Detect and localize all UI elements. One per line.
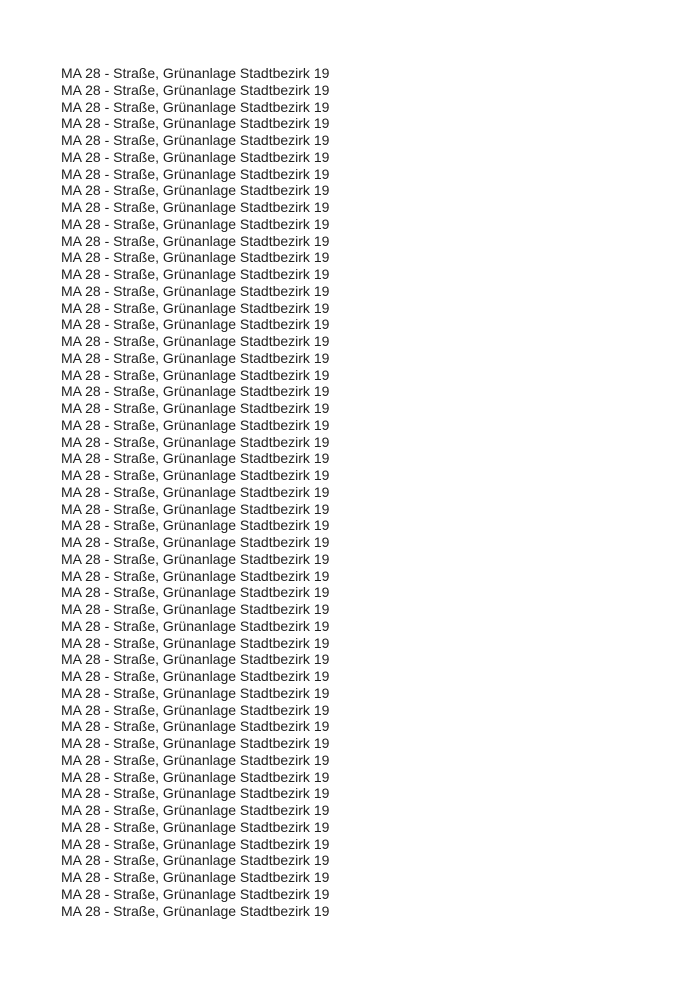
district-cell: Stadtbezirk 19: [239, 684, 330, 701]
department-cell: MA 28 - Straße, Grünanlage: [61, 684, 237, 701]
district-cell: Stadtbezirk 19: [239, 333, 330, 349]
department-cell: MA 28 - Straße, Grünanlage: [61, 467, 237, 483]
department-cell: MA 28 - Straße, Grünanlage: [61, 433, 237, 450]
district-cell: Stadtbezirk 19: [239, 182, 330, 199]
table-row: [61, 517, 329, 534]
table-row: [61, 484, 329, 501]
table-row: [61, 316, 329, 333]
district-cell: Stadtbezirk 19: [239, 366, 330, 383]
district-cell: Stadtbezirk 19: [239, 567, 330, 584]
department-cell: MA 28 - Straße, Grünanlage: [61, 182, 237, 199]
department-cell: MA 28 - Straße, Grünanlage: [61, 81, 237, 98]
district-cell: Stadtbezirk 19: [239, 768, 330, 785]
table-row: [61, 886, 329, 903]
department-cell: MA 28 - Straße, Grünanlage: [61, 902, 237, 919]
table-row: [61, 216, 329, 233]
department-cell: MA 28 - Straße, Grünanlage: [61, 601, 237, 617]
district-cell: Stadtbezirk 19: [239, 249, 330, 266]
department-cell: MA 28 - Straße, Grünanlage: [61, 634, 237, 651]
department-cell: MA 28 - Straße, Grünanlage: [61, 567, 237, 584]
table-row: [61, 132, 329, 149]
department-cell: MA 28 - Straße, Grünanlage: [61, 668, 237, 684]
department-cell: MA 28 - Straße, Grünanlage: [61, 517, 237, 534]
table-row: [61, 718, 329, 735]
district-cell: Stadtbezirk 19: [239, 266, 330, 282]
district-cell: Stadtbezirk 19: [239, 165, 330, 182]
table-row: [61, 65, 329, 82]
table-row: [61, 149, 329, 166]
district-cell: Stadtbezirk 19: [239, 668, 330, 684]
department-cell: MA 28 - Straße, Grünanlage: [61, 818, 237, 835]
district-cell: Stadtbezirk 19: [239, 115, 330, 132]
table-row: [61, 903, 329, 920]
table-row: [61, 785, 329, 802]
department-cell: MA 28 - Straße, Grünanlage: [61, 232, 237, 249]
table-row: [61, 283, 329, 300]
table-row: [61, 115, 329, 132]
table-row: [61, 333, 329, 350]
table-row: [61, 836, 329, 853]
district-cell: Stadtbezirk 19: [239, 718, 330, 735]
department-cell: MA 28 - Straße, Grünanlage: [61, 534, 237, 550]
district-cell: Stadtbezirk 19: [239, 802, 330, 818]
table-row: [61, 618, 329, 635]
department-cell: MA 28 - Straße, Grünanlage: [61, 785, 237, 802]
district-cell: Stadtbezirk 19: [239, 416, 330, 433]
department-cell: MA 28 - Straße, Grünanlage: [61, 852, 237, 869]
district-cell: Stadtbezirk 19: [239, 132, 330, 148]
department-cell: MA 28 - Straße, Grünanlage: [61, 132, 237, 148]
district-cell: Stadtbezirk 19: [239, 550, 330, 567]
table-row: [61, 82, 329, 99]
table-row: [61, 501, 329, 518]
department-cell: MA 28 - Straße, Grünanlage: [61, 802, 237, 818]
district-cell: Stadtbezirk 19: [239, 751, 330, 768]
district-cell: Stadtbezirk 19: [239, 349, 330, 366]
district-cell: Stadtbezirk 19: [239, 65, 330, 81]
district-cell: Stadtbezirk 19: [239, 215, 330, 232]
department-cell: MA 28 - Straße, Grünanlage: [61, 282, 237, 299]
table-row: [61, 568, 329, 585]
table-row: [61, 651, 329, 668]
district-cell: Stadtbezirk 19: [239, 852, 330, 869]
department-cell: MA 28 - Straße, Grünanlage: [61, 416, 237, 433]
table-row: [61, 551, 329, 568]
district-cell: Stadtbezirk 19: [239, 98, 330, 115]
district-cell: Stadtbezirk 19: [239, 735, 330, 751]
district-cell: Stadtbezirk 19: [239, 651, 330, 668]
district-cell: Stadtbezirk 19: [239, 467, 330, 483]
district-cell: Stadtbezirk 19: [239, 282, 330, 299]
department-cell: MA 28 - Straße, Grünanlage: [61, 400, 237, 416]
district-cell: Stadtbezirk 19: [239, 885, 330, 902]
district-cell: Stadtbezirk 19: [239, 517, 330, 534]
department-cell: MA 28 - Straße, Grünanlage: [61, 450, 237, 467]
district-cell: Stadtbezirk 19: [239, 199, 330, 215]
district-cell: Stadtbezirk 19: [239, 81, 330, 98]
district-cell: Stadtbezirk 19: [239, 617, 330, 634]
department-cell: MA 28 - Straße, Grünanlage: [61, 869, 237, 885]
district-cell: Stadtbezirk 19: [239, 450, 330, 467]
department-cell: MA 28 - Straße, Grünanlage: [61, 349, 237, 366]
district-cell: Stadtbezirk 19: [239, 500, 330, 517]
department-cell: MA 28 - Straße, Grünanlage: [61, 751, 237, 768]
department-cell: MA 28 - Straße, Grünanlage: [61, 215, 237, 232]
department-cell: MA 28 - Straße, Grünanlage: [61, 299, 237, 316]
department-cell: MA 28 - Straße, Grünanlage: [61, 718, 237, 735]
district-cell: Stadtbezirk 19: [239, 400, 330, 416]
department-cell: MA 28 - Straße, Grünanlage: [61, 383, 237, 400]
department-cell: MA 28 - Straße, Grünanlage: [61, 165, 237, 182]
department-cell: MA 28 - Straße, Grünanlage: [61, 500, 237, 517]
district-cell: Stadtbezirk 19: [239, 869, 330, 885]
department-cell: MA 28 - Straße, Grünanlage: [61, 199, 237, 215]
department-cell: MA 28 - Straße, Grünanlage: [61, 148, 237, 165]
table-row: [61, 735, 329, 752]
district-cell: Stadtbezirk 19: [239, 584, 330, 601]
table-row: [61, 685, 329, 702]
table-row: [61, 350, 329, 367]
table-row: [61, 467, 329, 484]
table-row: [61, 166, 329, 183]
district-cell: Stadtbezirk 19: [239, 634, 330, 651]
table-row: [61, 534, 329, 551]
table-row: [61, 635, 329, 652]
district-cell: Stadtbezirk 19: [239, 902, 330, 919]
district-cell: Stadtbezirk 19: [239, 701, 330, 718]
department-cell: MA 28 - Straße, Grünanlage: [61, 249, 237, 266]
table-row: [61, 450, 329, 467]
department-cell: MA 28 - Straße, Grünanlage: [61, 735, 237, 751]
department-cell: MA 28 - Straße, Grünanlage: [61, 701, 237, 718]
table-row: [61, 434, 329, 451]
district-cell: Stadtbezirk 19: [239, 601, 330, 617]
department-cell: MA 28 - Straße, Grünanlage: [61, 885, 237, 902]
department-cell: MA 28 - Straße, Grünanlage: [61, 98, 237, 115]
department-cell: MA 28 - Straße, Grünanlage: [61, 115, 237, 132]
department-cell: MA 28 - Straße, Grünanlage: [61, 550, 237, 567]
department-cell: MA 28 - Straße, Grünanlage: [61, 366, 237, 383]
table-row: [61, 367, 329, 384]
table-row: [61, 769, 329, 786]
table-row: [61, 601, 329, 618]
department-cell: MA 28 - Straße, Grünanlage: [61, 483, 237, 500]
table-row: [61, 199, 329, 216]
district-cell: Stadtbezirk 19: [239, 818, 330, 835]
table-row: [61, 417, 329, 434]
district-cell: Stadtbezirk 19: [239, 483, 330, 500]
district-cell: Stadtbezirk 19: [239, 534, 330, 550]
table-row: [61, 668, 329, 685]
district-cell: Stadtbezirk 19: [239, 835, 330, 852]
table-row: [61, 300, 329, 317]
table-row: [61, 182, 329, 199]
table-row: [61, 400, 329, 417]
department-cell: MA 28 - Straße, Grünanlage: [61, 651, 237, 668]
district-cell: Stadtbezirk 19: [239, 148, 330, 165]
table-row: [61, 869, 329, 886]
department-cell: MA 28 - Straße, Grünanlage: [61, 316, 237, 333]
department-cell: MA 28 - Straße, Grünanlage: [61, 835, 237, 852]
district-cell: Stadtbezirk 19: [239, 785, 330, 802]
table-row: [61, 752, 329, 769]
table-row: [61, 233, 329, 250]
table-row: [61, 99, 329, 116]
table-row: [61, 802, 329, 819]
district-cell: Stadtbezirk 19: [239, 232, 330, 249]
ma28-district-list: [61, 65, 329, 919]
department-cell: MA 28 - Straße, Grünanlage: [61, 617, 237, 634]
department-cell: MA 28 - Straße, Grünanlage: [61, 584, 237, 601]
department-cell: MA 28 - Straße, Grünanlage: [61, 333, 237, 349]
district-cell: Stadtbezirk 19: [239, 299, 330, 316]
table-row: [61, 584, 329, 601]
department-cell: MA 28 - Straße, Grünanlage: [61, 768, 237, 785]
district-cell: Stadtbezirk 19: [239, 383, 330, 400]
table-row: [61, 702, 329, 719]
district-cell: Stadtbezirk 19: [239, 316, 330, 333]
district-cell: Stadtbezirk 19: [239, 433, 330, 450]
table-row: [61, 852, 329, 869]
department-cell: MA 28 - Straße, Grünanlage: [61, 266, 237, 282]
department-cell: MA 28 - Straße, Grünanlage: [61, 65, 237, 81]
table-row: [61, 249, 329, 266]
table-row: [61, 383, 329, 400]
table-row: [61, 819, 329, 836]
table-row: [61, 266, 329, 283]
